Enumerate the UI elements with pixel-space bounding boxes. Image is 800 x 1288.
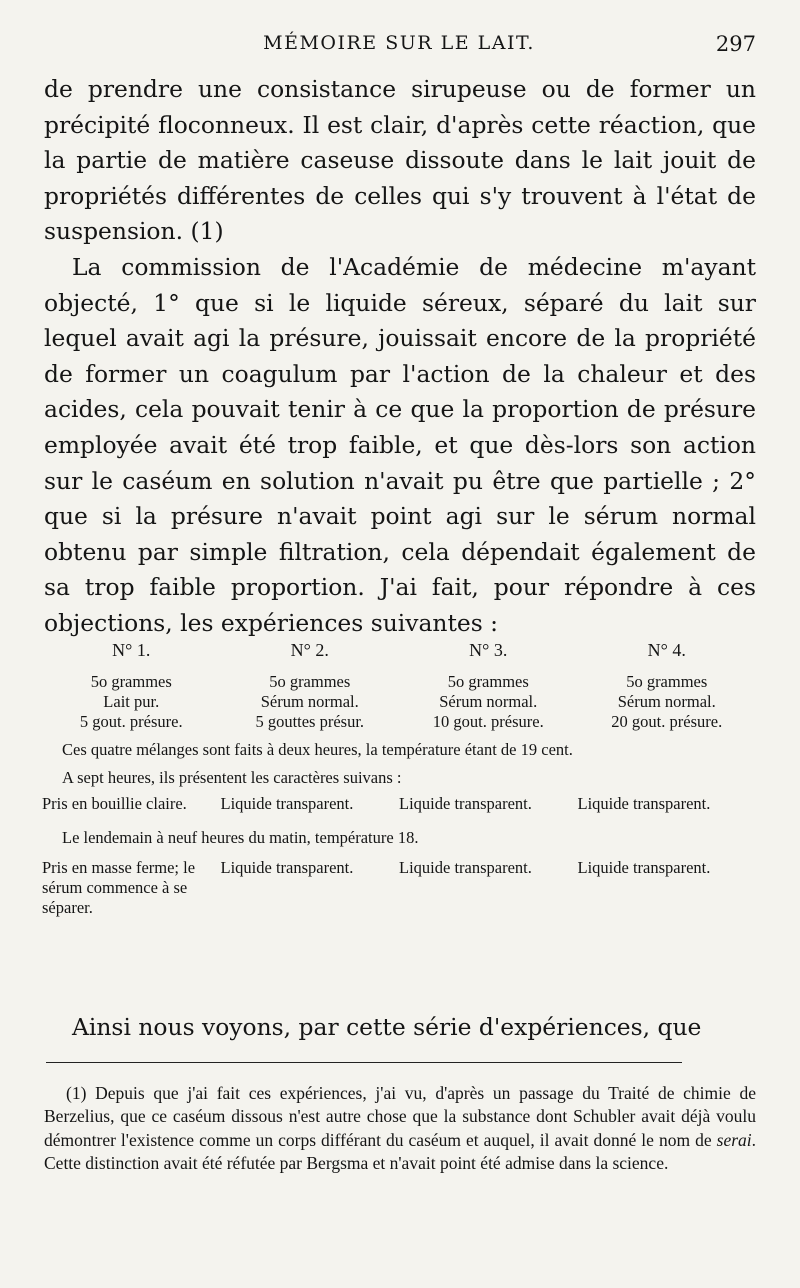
paragraph-objections: La commission de l'Académie de médecine m'ayant objecté, 1° que si le liquide séreux, séparé du lait sur lequel avait agi la présure, jouissait encore de la propriété de former un coagulum par l'action de la chaleur et des acides, cela pouvait tenir à ce que la proportion de présure employée avait été trop faible, et que dès-lors son action sur le caséum en solution n'avait pu être que partielle ; 2° que si la présure n'avait point agi sur le sérum normal obtenu par simple filtration, cela dépendait également de sa trop faible proportion. J'ai fait, pour répondre à ces objections, les expériences suivantes : bbox=[44, 252, 756, 637]
experiment-header: N° 1. bbox=[112, 640, 151, 660]
mix-note: Ces quatre mélanges sont faits à deux heures, la température étant de 19 cent. bbox=[62, 740, 573, 759]
rennet-cell: 5 gouttes présur. bbox=[255, 712, 365, 731]
experiment-header: N° 3. bbox=[469, 640, 508, 660]
quantity-cell: 5o grammes bbox=[269, 672, 351, 691]
experiment-headers bbox=[42, 640, 756, 660]
paragraph-continued: de prendre une consistance sirupeuse ou de former un précipité floconneux. Il est clair, d'après cette réaction, que la partie de matière caseuse dissoute dans le lait jouit de propriétés différentes de celles qui s'y trouvent à l'état de suspension. (1) bbox=[44, 75, 756, 246]
closing-line: Ainsi nous voyons, par cette série d'expériences, que bbox=[72, 1013, 702, 1041]
footnote-text: Depuis que j'ai fait ces expériences, j'ai vu, d'après un passage du Traité de chimie de Berzelius, que ce caséum dissous n'est autre chose que la substance dont Schubler avait déjà voulu démontrer l'existence comme un corps différant du caséum et auquel, il avait donné le nom de bbox=[44, 1083, 756, 1150]
result-cell: Pris en masse ferme; le sérum commence à se séparer. bbox=[42, 858, 196, 917]
liquid-cell: Sérum normal. bbox=[439, 692, 538, 711]
result-cell: Liquide transparent. bbox=[220, 858, 354, 877]
main-text bbox=[44, 72, 756, 642]
result-cell: Liquide transparent. bbox=[577, 858, 711, 877]
result-cell: Liquide transparent. bbox=[577, 794, 711, 813]
result-cell: Pris en bouillie claire. bbox=[42, 794, 187, 813]
results-seven-row bbox=[42, 794, 756, 814]
quantity-cell: 5o grammes bbox=[626, 672, 708, 691]
quantities-row bbox=[42, 672, 756, 692]
page-number: 297 bbox=[715, 32, 756, 56]
footnote-divider bbox=[46, 1062, 682, 1063]
footnote-text-end: . Cette distinction avait été réfutée par Bergsma et n'avait point été admise dans la science. bbox=[44, 1129, 757, 1174]
liquids-row bbox=[42, 692, 756, 712]
result-cell: Liquide transparent. bbox=[220, 794, 354, 813]
quantity-cell: 5o grammes bbox=[90, 672, 172, 691]
rennet-cell: 20 gout. présure. bbox=[611, 712, 723, 731]
liquid-cell: Sérum normal. bbox=[617, 692, 716, 711]
experiment-header: N° 4. bbox=[647, 640, 686, 660]
next-day-note: Le lendemain à neuf heures du matin, température 18. bbox=[62, 828, 419, 847]
footnote-italic-term: serai bbox=[716, 1129, 752, 1150]
experiments-table bbox=[42, 640, 756, 918]
experiment-header: N° 2. bbox=[290, 640, 329, 660]
seven-hours-note: A sept heures, ils présentent les caractères suivans : bbox=[62, 768, 402, 787]
result-cell: Liquide transparent. bbox=[399, 858, 532, 877]
rennet-row bbox=[42, 712, 756, 732]
rennet-cell: 10 gout. présure. bbox=[432, 712, 544, 731]
results-next-day-row bbox=[42, 858, 756, 918]
result-cell: Liquide transparent. bbox=[399, 794, 532, 813]
footnote-marker: (1) bbox=[66, 1083, 87, 1103]
footnote bbox=[44, 1082, 756, 1176]
running-title: MÉMOIRE SUR LE LAIT. bbox=[263, 32, 535, 54]
liquid-cell: Sérum normal. bbox=[260, 692, 359, 711]
rennet-cell: 5 gout. présure. bbox=[79, 712, 183, 731]
liquid-cell: Lait pur. bbox=[103, 692, 160, 711]
quantity-cell: 5o grammes bbox=[447, 672, 529, 691]
running-head bbox=[42, 32, 756, 58]
